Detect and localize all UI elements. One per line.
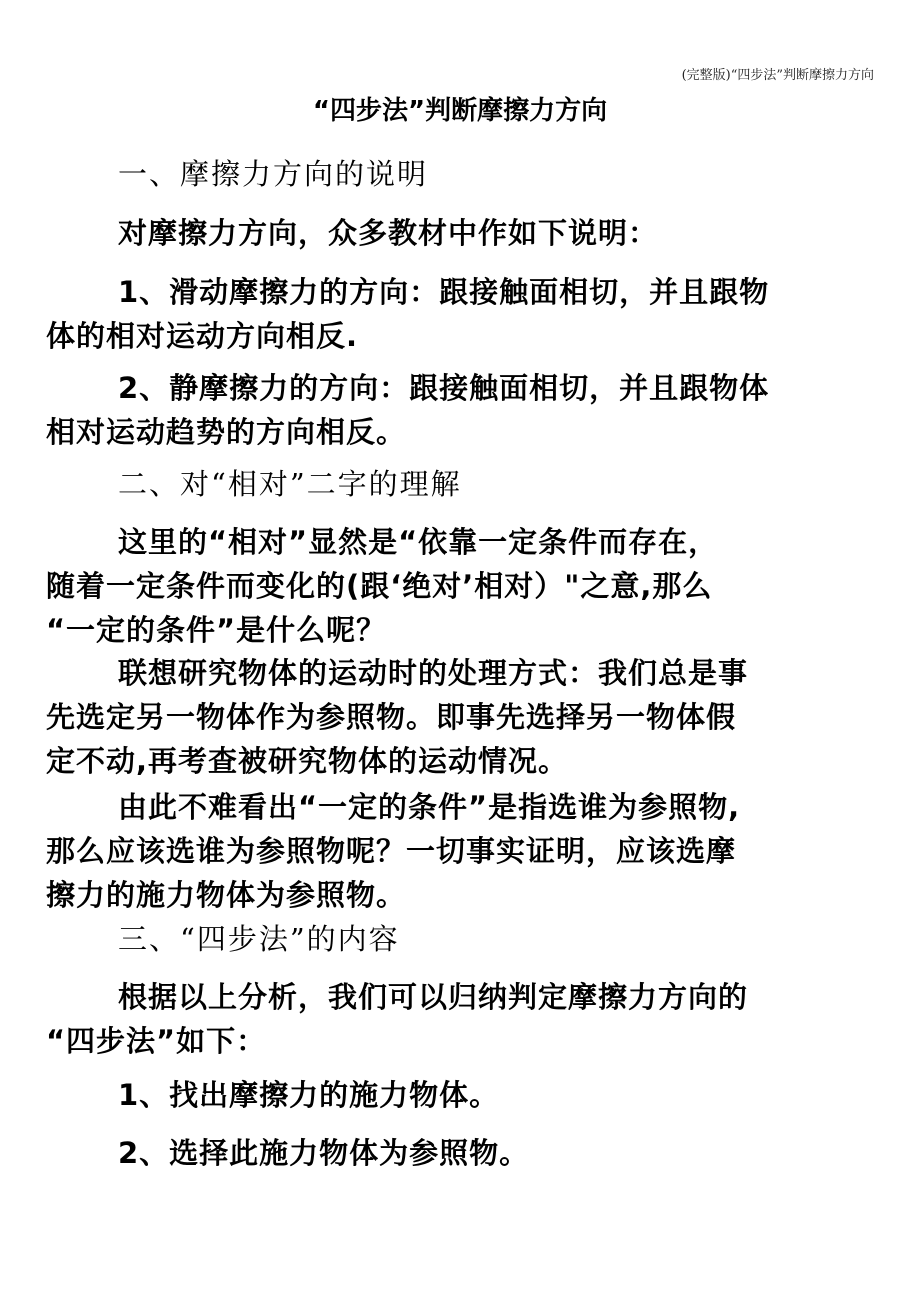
- paragraph-relative-meaning: [46, 520, 878, 652]
- paragraph-line: 随着一定条件而变化的(跟‘绝对’相对）"之意,那么: [46, 569, 713, 603]
- paragraph-line: 定不动,再考查被研究物体的运动情况。: [46, 744, 569, 778]
- paragraph-conclusion: [46, 785, 878, 917]
- paragraph-line: 擦力的施力物体为参照物。: [46, 878, 407, 912]
- paragraph-line: 先选定另一物体作为参照物。即事先选择另一物体假: [46, 700, 737, 734]
- paragraph-line: 联想研究物体的运动时的处理方式：我们总是事: [118, 656, 749, 690]
- paragraph-line: 对摩擦力方向，众多教材中作如下说明：: [118, 216, 659, 250]
- section-heading-3: [46, 917, 878, 961]
- paragraph-line: 2、选择此施力物体为参照物。: [118, 1136, 530, 1170]
- paragraph-line: 相对运动趋势的方向相反。: [46, 415, 407, 449]
- paragraph-line: 2、静摩擦力的方向：跟接触面相切，并且跟物体: [118, 371, 770, 405]
- paragraph-line: 由此不难看出“一定的条件”是指选谁为参照物,: [118, 790, 741, 824]
- paragraph-line: 二、对“相对”二字的理解: [118, 467, 462, 501]
- paragraph-static-friction: [46, 366, 878, 454]
- paragraph-line: “四步法”如下：: [46, 1024, 267, 1058]
- paragraph-line: 根据以上分析，我们可以归纳判定摩擦力方向的: [118, 980, 749, 1014]
- paragraph-line: 体的相对运动方向相反.: [46, 319, 359, 353]
- step-2: [46, 1131, 878, 1175]
- paragraph-line: 一、摩擦力方向的说明: [118, 157, 429, 191]
- paragraph-intro: [46, 211, 878, 255]
- paragraph-reference-frame: [46, 651, 878, 783]
- paragraph-line: 1、找出摩擦力的施力物体。: [118, 1078, 500, 1112]
- paragraph-line: 那么应该选谁为参照物呢？一切事实证明，应该选摩: [46, 834, 737, 868]
- paragraph-sliding-friction: [46, 270, 878, 358]
- step-1: [46, 1073, 878, 1117]
- paragraph-analysis: [46, 975, 878, 1063]
- page-title: “四步法”判断摩擦力方向: [312, 96, 608, 126]
- paragraph-line: 三、“四步法”的内容: [118, 922, 400, 956]
- section-heading-2: [46, 462, 878, 506]
- section-heading-1: [46, 152, 878, 196]
- paragraph-line: “一定的条件”是什么呢？: [46, 613, 387, 647]
- running-header: (完整版)“四步法”判断摩擦力方向: [681, 68, 874, 83]
- paragraph-line: 1、滑动摩擦力的方向：跟接触面相切，并且跟物: [118, 275, 770, 309]
- paragraph-line: 这里的“相对”显然是“依靠一定条件而存在，: [118, 525, 719, 559]
